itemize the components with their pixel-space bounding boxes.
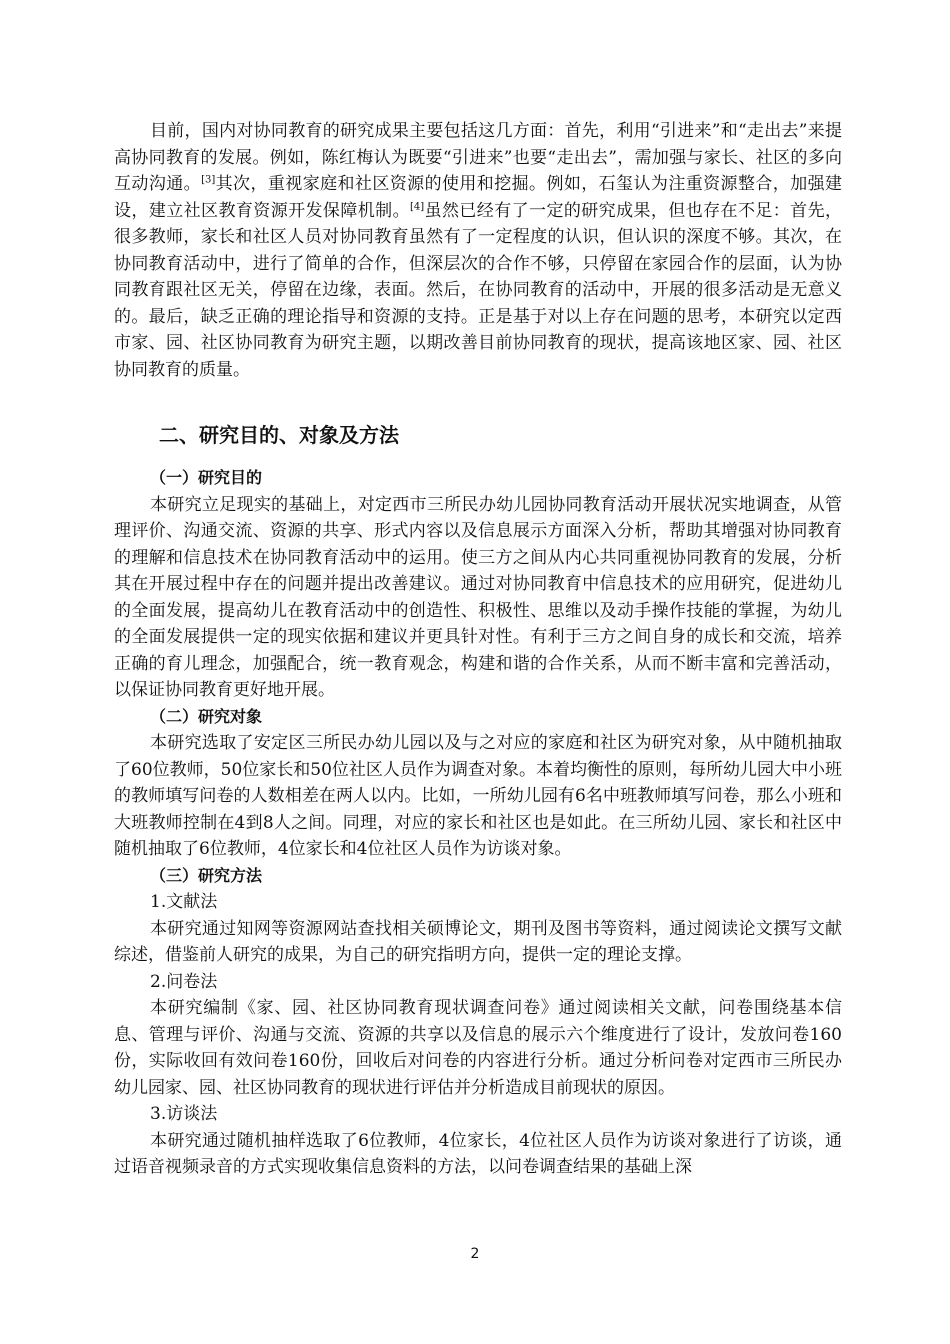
intro-paragraph [114,118,842,383]
method-interview-paragraph: 本研究通过随机抽样选取了6位教师，4位家长，4位社区人员作为访谈对象进行了访谈，通过语音视频录音的方式实现收集信息资料的方法，以问卷调查结果的基础上深 [114,1130,842,1177]
page-number: 2 [470,1246,480,1262]
method-questionnaire-title: 2.问卷法 [150,971,218,992]
intro-text-part3: 虽然已经有了一定的研究成果，但也存在不足：首先，很多教师，家长和社区人员对协同教育虽然有了一定程度的认识，但认识的深度不够。其次，在协同教育活动中，进行了简单的合作，但深层次的合作不够，只停留在家园合作的层面，认为协同教育跟社区无关，停留在边缘，表面。然后，在协同教育的活动中，开展的很多活动是无意义的。最后，缺乏正确的理论指导和资源的支持。正是基于对以上存在问题的思考，本研究以定西市家、园、社区协同教育为研究主题，以期改善目前协同教育的现状，提高该地区家、园、社区协同教育的质量。 [114,200,843,380]
section-heading: 二、研究目的、对象及方法 [159,423,399,447]
methods-heading: （三）研究方法 [150,865,263,885]
method-questionnaire-paragraph: 本研究编制《家、园、社区协同教育现状调查问卷》通过阅读相关文献，问卷围绕基本信息、管理与评价、沟通与交流、资源的共享以及信息的展示六个维度进行了设计，发放问卷160份，实际收回有效问卷160份，回收后对问卷的内容进行分析。通过分析问卷对定西市三所民办幼儿园家、园、社区协同教育的现状进行评估并分析造成目前现状的原因。 [114,998,842,1098]
citation-4: [4] [409,200,425,212]
subjects-heading: （二）研究对象 [150,706,263,726]
purpose-paragraph: 本研究立足现实的基础上，对定西市三所民办幼儿园协同教育活动开展状况实地调查，从管理评价、沟通交流、资源的共享、形式内容以及信息展示方面深入分析，帮助其增强对协同教育的理解和信息技术在协同教育活动中的运用。使三方之间从内心共同重视协同教育的发展，分析其在开展过程中存在的问题并提出改善建议。通过对协同教育中信息技术的应用研究，促进幼儿的全面发展，提高幼儿在教育活动中的创造性、积极性、思维以及动手操作技能的掌握，为幼儿的全面发展提供一定的现实依据和建议并更具针对性。有利于三方之间自身的成长和交流，培养正确的育儿理念，加强配合，统一教育观念，构建和谐的合作关系，从而不断丰富和完善活动，以保证协同教育更好地开展。 [114,494,842,700]
intro-text-part2: 其次，重视家庭和社区资源的使用和挖掘。例如，石玺认为注重资源整合，加强建设，建立社区教育资源开发保障机制。 [114,174,843,221]
method-literature-paragraph: 本研究通过知网等资源网站查找相关硕博论文，期刊及图书等资料，通过阅读论文撰写文献综述，借鉴前人研究的成果，为自己的研究指明方向，提供一定的理论支撑。 [114,918,842,965]
subjects-paragraph: 本研究选取了安定区三所民办幼儿园以及与之对应的家庭和社区为研究对象，从中随机抽取了60位教师，50位家长和50位社区人员作为调查对象。本着均衡性的原则，每所幼儿园大中小班的教师填写问卷的人数相差在两人以内。比如，一所幼儿园有6名中班教师填写问卷，那么小班和大班教师控制在4到8人之间。同理，对应的家长和社区也是如此。在三所幼儿园、家长和社区中随机抽取了6位教师，4位家长和4位社区人员作为访谈对象。 [114,733,842,859]
method-interview-title: 3.访谈法 [150,1104,218,1124]
method-literature-title: 1.文献法 [150,892,218,912]
intro-text-part1: 目前，国内对协同教育的研究成果主要包括这几方面：首先，利用“引进来”和“走出去”来提高协同教育的发展。例如，陈红梅认为既要“引进来”也要“走出去”，需加强与家长、社区的多向互动沟通。 [114,121,842,194]
purpose-heading: （一）研究目的 [150,468,263,487]
page-content [114,118,842,1181]
citation-3: [3] [201,174,216,186]
